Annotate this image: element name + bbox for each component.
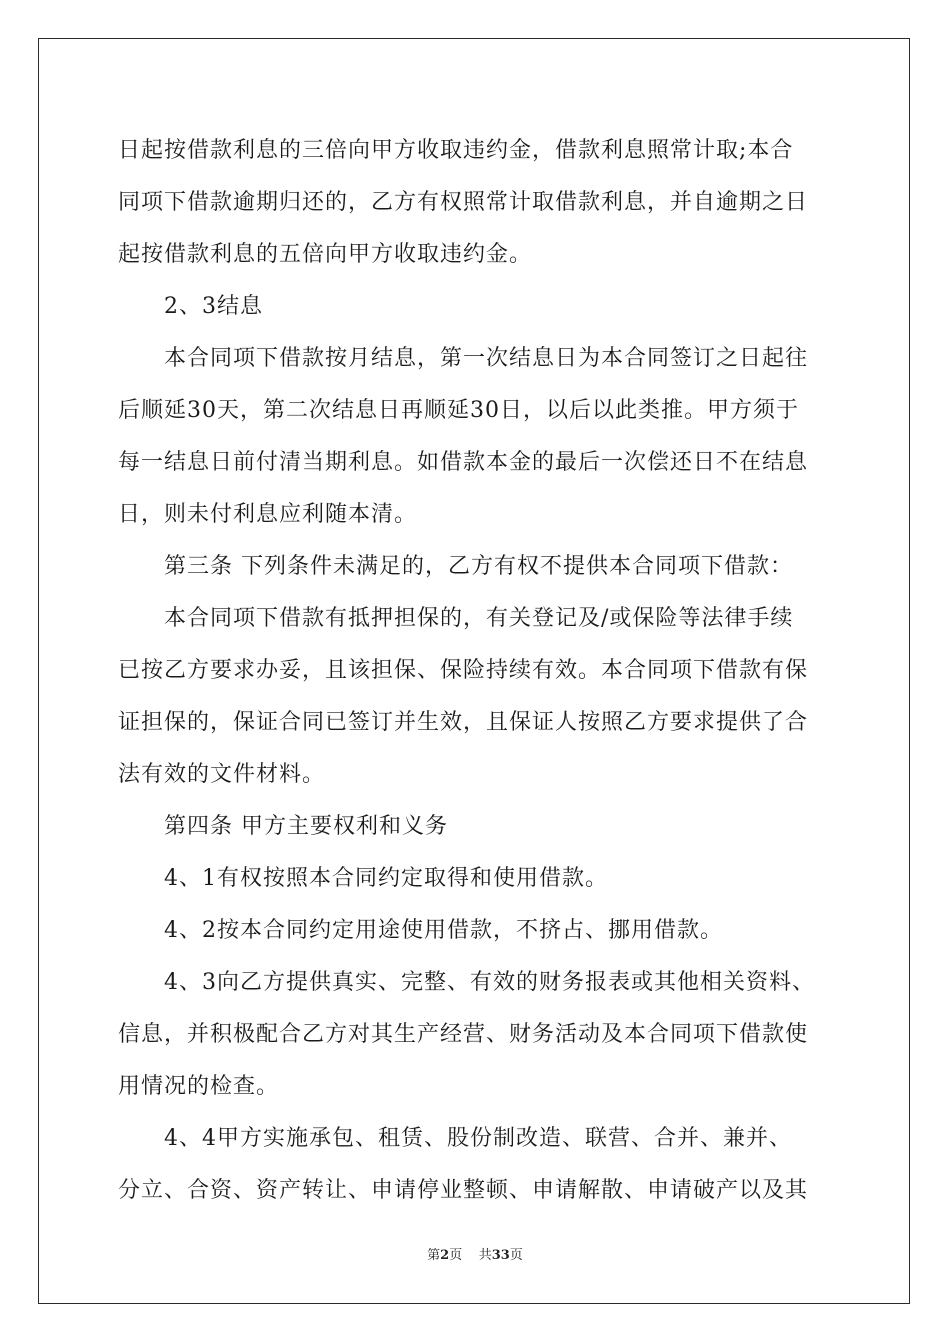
text-line-12: 证担保的，保证合同已签订并生效，且保证人按照乙方要求提供了合 bbox=[118, 710, 809, 735]
section-heading-2-3: 2、3结息 bbox=[164, 294, 263, 319]
text-line-11: 已按乙方要求办妥，且该担保、保险持续有效。本合同项下借款有保 bbox=[118, 658, 809, 683]
text-line-6: 后顺延30天，第二次结息日再顺延30日，以后以此类推。甲方须于 bbox=[118, 398, 799, 423]
clause-4-4: 4、4甲方实施承包、租赁、股份制改造、联营、合并、兼并、 bbox=[164, 1126, 792, 1151]
text-line-5: 本合同项下借款按月结息，第一次结息日为本合同签订之日起往 bbox=[164, 346, 809, 371]
text-line-8: 日，则未付利息应利随本清。 bbox=[118, 502, 418, 527]
clause-4-2: 4、2按本合同约定用途使用借款，不挤占、挪用借款。 bbox=[164, 918, 723, 943]
footer-total-pages: 33 bbox=[491, 1248, 510, 1263]
text-line-3: 起按借款利息的五倍向甲方收取违约金。 bbox=[118, 242, 533, 267]
document-body bbox=[118, 125, 832, 1217]
footer-total-prefix: 共 bbox=[478, 1248, 492, 1263]
text-line-21: 分立、合资、资产转让、申请停业整顿、申请解散、申请破产以及其 bbox=[118, 1178, 809, 1203]
text-line-10: 本合同项下借款有抵押担保的，有关登记及/或保险等法律手续 bbox=[164, 606, 794, 631]
page-footer bbox=[0, 1244, 950, 1263]
footer-total-suffix: 页 bbox=[509, 1248, 523, 1263]
text-line-2: 同项下借款逾期归还的，乙方有权照常计取借款利息，并自逾期之日 bbox=[118, 190, 809, 215]
text-line-1: 日起按借款利息的三倍向甲方收取违约金，借款利息照常计取;本合 bbox=[118, 138, 794, 163]
text-line-7: 每一结息日前付清当期利息。如借款本金的最后一次偿还日不在结息 bbox=[118, 450, 809, 475]
text-line-13: 法有效的文件材料。 bbox=[118, 762, 326, 787]
article-4-heading: 第四条 甲方主要权利和义务 bbox=[164, 814, 448, 839]
text-line-19: 用情况的检查。 bbox=[118, 1074, 280, 1099]
clause-4-3: 4、3向乙方提供真实、完整、有效的财务报表或其他相关资料、 bbox=[164, 970, 815, 995]
text-line-18: 信息，并积极配合乙方对其生产经营、财务活动及本合同项下借款使 bbox=[118, 1022, 809, 1047]
footer-page-suffix: 页 bbox=[449, 1248, 463, 1263]
article-3-heading: 第三条 下列条件未满足的，乙方有权不提供本合同项下借款： bbox=[164, 554, 793, 579]
clause-4-1: 4、1有权按照本合同约定取得和使用借款。 bbox=[164, 866, 608, 891]
footer-page-number: 2 bbox=[440, 1248, 450, 1263]
footer-prefix: 第 bbox=[427, 1248, 441, 1263]
